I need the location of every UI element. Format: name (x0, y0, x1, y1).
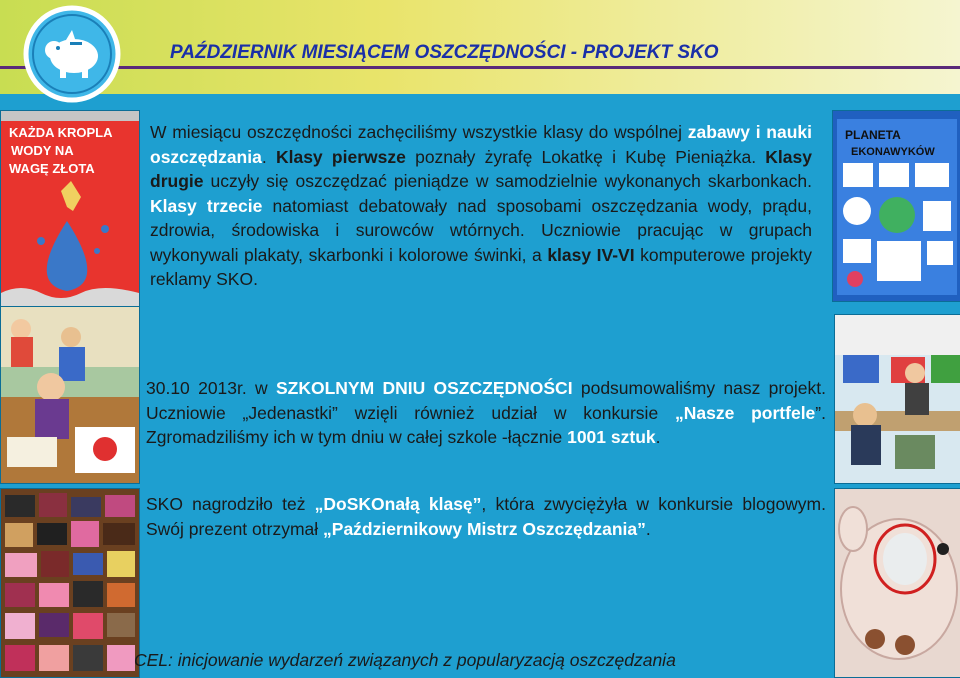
paragraph2-run-5: „Nasze portfele (674, 402, 816, 423)
water-poster-photo (0, 110, 140, 308)
paragraph2-run-3: „Jedenastki” (242, 402, 338, 423)
paragraph1-run-3: Klasy pierwsze (275, 146, 406, 167)
paragraph3-run-0: SKO nagrodziło też (146, 494, 315, 514)
paragraph1-run-0: W miesiącu oszczędności zachęciliśmy wszystkie klasy do wspólnej (150, 122, 688, 142)
page-title: PAŹDZIERNIK MIESIĄCEM OSZCZĘDNOŚCI - PROJEKT SKO (170, 42, 719, 63)
poster-line-1: KAŻDA KROPLA (9, 125, 113, 140)
paragraph3-run-1: „DoSKOnałą klasę” (314, 494, 482, 514)
paragraph-award (146, 492, 826, 541)
paragraph3-run-3: „Październikowy Mistrz Oszczędzania” (323, 518, 646, 539)
paragraph2-run-0: 30.10 2013r. w (146, 378, 276, 398)
paragraph1-run-4: poznały żyrafę Lokatkę i Kubę Pieniążka. (405, 146, 766, 167)
paragraph3-run-4: . (645, 518, 651, 539)
paragraph-savings-day (146, 376, 826, 450)
computer-lab-photo (834, 314, 960, 484)
paragraph2-run-8: . (655, 427, 661, 447)
paragraph1-run-7: Klasy trzecie (150, 195, 263, 216)
title-underline (0, 66, 960, 69)
poster-line-2: WODY NA (11, 143, 74, 158)
poster-line-3: WAGĘ ZŁOTA (9, 161, 95, 176)
paragraph1-run-2: . (261, 146, 276, 167)
poster-habits-text: EKONAWYKÓW (851, 146, 935, 158)
paragraph1-run-5: Klasy drugie (150, 146, 812, 191)
paragraph1-run-6: uczyły się oszczędzać pieniądze w samodzielnie wykonanych skarbonkach. (203, 171, 812, 191)
paragraph2-run-2: podsumowaliśmy nasz projekt. Uczniowie (146, 378, 827, 423)
paragraph1-run-1: zabawy i nauki oszczędzania (150, 122, 812, 167)
footer-goal: CEL: inicjowanie wydarzeń związanych z popularyzacją oszczędzania (134, 650, 676, 670)
paragraph2-run-7: 1001 sztuk (567, 427, 656, 447)
paragraph2-run-6: ”. Zgromadziliśmy ich w tym dniu w całej szkole -łącznie (146, 402, 826, 447)
paragraph2-run-4: wzięli również udział w konkursie (337, 402, 675, 423)
paragraph2-run-1: SZKOLNYM DNIU OSZCZĘDNOŚCI (275, 378, 573, 398)
piggy-bank-logo (22, 4, 122, 104)
poster-planet-text: PLANETA (845, 128, 901, 142)
paragraph1-run-9: klasy IV-VI (547, 244, 635, 265)
paragraph1-run-10: komputerowe projekty reklamy SKO. (150, 244, 812, 289)
wallets-collection-photo (0, 488, 140, 678)
paragraph3-run-2: , która zwyciężyła w konkursie blogowym. Swój prezent otrzymał (146, 494, 827, 539)
eco-habits-poster-photo (832, 110, 960, 302)
classroom-photo-left (0, 306, 140, 484)
paragraph-intro (150, 120, 812, 292)
paragraph1-run-8: natomiast debatowały nad sposobami oszczędzania wody, prądu, zdrowia, środowiska i surowców wtórnych. Uczniowie pracując w grupach wykonywali plakaty, skarbonki i kolorowe świnki, a (150, 195, 812, 265)
